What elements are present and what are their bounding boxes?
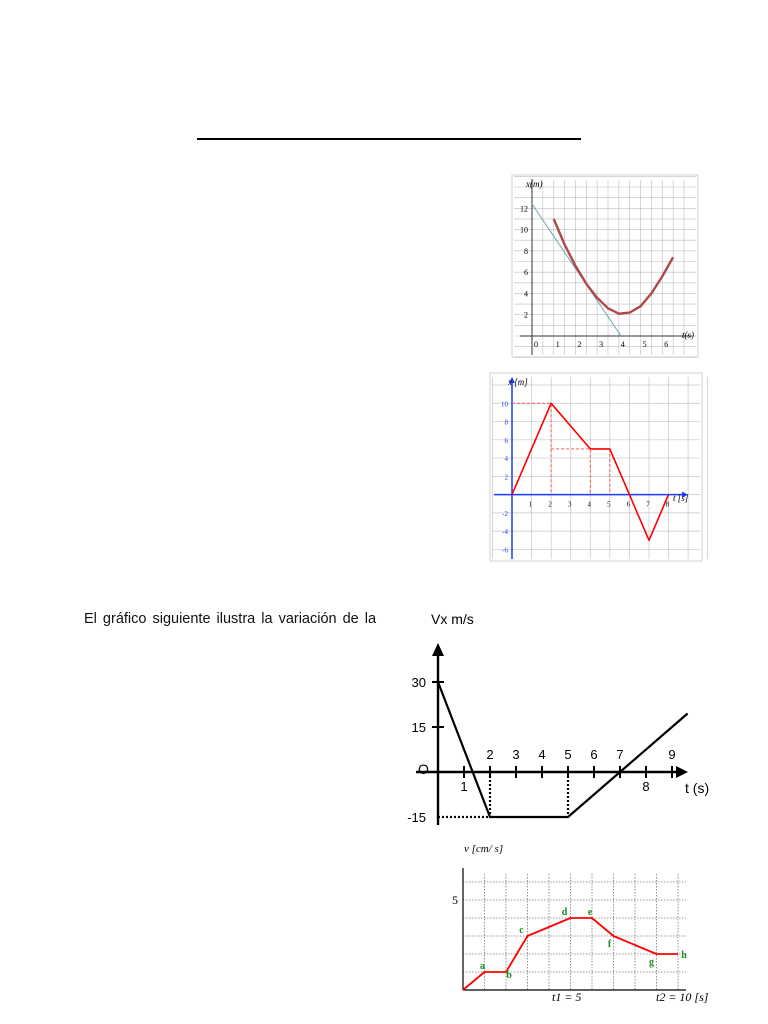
- y-tick-label: 6: [524, 268, 528, 278]
- x-tick-label: 1: [555, 340, 560, 349]
- axes: [416, 643, 688, 825]
- point-label: d: [561, 907, 568, 918]
- x-tick-label: 2: [577, 340, 582, 349]
- y-tick-label: 10: [520, 225, 528, 235]
- y-axis-label: Vx m/s: [431, 611, 474, 627]
- x-tick-label: 9: [668, 747, 676, 762]
- x-tick-label: 3: [599, 340, 604, 349]
- x-tick-label: 4: [587, 500, 592, 509]
- origin-label: O: [418, 761, 429, 777]
- tick-labels: [407, 675, 675, 825]
- title-underline: [197, 138, 581, 140]
- x-axis-label: t [s]: [673, 493, 689, 503]
- y-tick-label: 8: [504, 418, 508, 427]
- x-axis-arrow: [676, 766, 688, 778]
- x-tick-label: 6: [626, 500, 631, 509]
- point-label: h: [681, 950, 687, 961]
- y-axis-label: x(m): [526, 179, 543, 189]
- x-tick-label: 2: [486, 747, 494, 762]
- x-tick-label: 3: [567, 500, 572, 509]
- y-tick-label: 2: [504, 473, 508, 482]
- tick-labels: [452, 893, 458, 907]
- y-tick-label: 5: [452, 893, 458, 907]
- x-tick-label: 0: [534, 340, 538, 349]
- point-label: e: [587, 907, 593, 918]
- intro-text: El gráfico siguiente ilustra la variación de la: [84, 611, 377, 627]
- point-label: g: [649, 957, 654, 968]
- x-tick-label: 8: [665, 500, 670, 509]
- point-label: b: [506, 970, 512, 981]
- x-tick-label: 2: [548, 500, 552, 509]
- velocity-time-chart: [386, 610, 716, 835]
- y-tick-label: -2: [502, 509, 508, 518]
- y-tick-label: 6: [504, 436, 508, 445]
- velocity-line: [438, 682, 688, 817]
- point-label: c: [519, 925, 524, 936]
- x-tick-label: 4: [538, 747, 546, 762]
- y-tick-label: 4: [504, 455, 508, 464]
- series-group: [438, 682, 688, 817]
- y-tick-label: -15: [407, 810, 426, 825]
- x-label-t2: t2 = 10 [s]: [656, 990, 709, 1004]
- y-axis-label: v [cm/ s]: [464, 843, 504, 855]
- y-tick-label: 15: [411, 720, 426, 735]
- x-tick-label: 6: [664, 340, 669, 349]
- x-label-t1: t1 = 5: [552, 990, 582, 1004]
- y-tick-label: 10: [501, 400, 508, 409]
- x-tick-label: 4: [620, 340, 625, 349]
- guide-lines: [438, 772, 568, 817]
- y-tick-label: 4: [524, 289, 528, 299]
- y-tick-label: 12: [520, 204, 528, 214]
- piecewise-position-chart: [490, 373, 702, 561]
- y-tick-label: 30: [411, 675, 426, 690]
- x-axis-label: t(s): [682, 330, 694, 340]
- y-tick-label: -4: [502, 528, 508, 537]
- y-axis-arrow: [432, 643, 444, 656]
- x-tick-label: 8: [642, 779, 650, 794]
- x-tick-label: 5: [607, 500, 611, 509]
- position-time-chart: [512, 175, 698, 357]
- x-axis-label: t (s): [685, 780, 710, 796]
- x-tick-label: 5: [564, 747, 572, 762]
- point-label: f: [607, 939, 612, 950]
- y-tick-label: 2: [524, 310, 528, 320]
- x-tick-label: 5: [642, 340, 647, 349]
- x-tick-label: 3: [512, 747, 520, 762]
- x-tick-label: 7: [646, 500, 650, 509]
- y-axis-label: x [m]: [508, 377, 528, 387]
- x-tick-label: 6: [590, 747, 598, 762]
- point-label: a: [480, 961, 485, 972]
- x-tick-label: 7: [616, 747, 624, 762]
- y-tick-label: 8: [524, 246, 528, 256]
- labelled-velocity-chart: [444, 840, 709, 1010]
- y-tick-label: -6: [502, 546, 508, 555]
- x-tick-label: 1: [460, 779, 468, 794]
- x-tick-label: 1: [528, 500, 533, 509]
